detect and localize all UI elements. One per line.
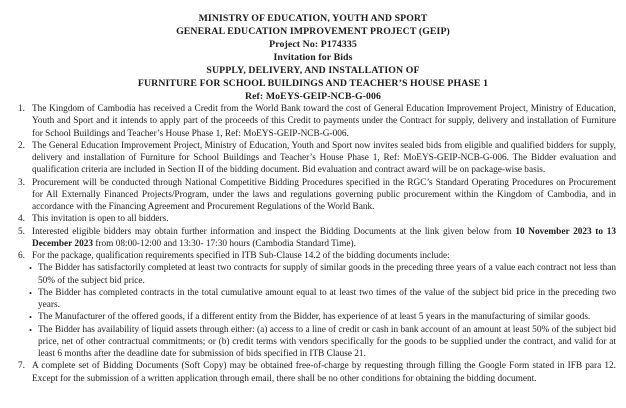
project-number: Project No: P174335 [269,39,357,50]
bullet-text: The Bidder has completed contracts in the total cumulative amount equal to at least two times of the value of the subject bid price in the preceding two years. [38,287,616,310]
list-item-6 [11,250,616,262]
reference-number: Ref: MoEYS-GEIP-NCB-G-006 [244,91,382,102]
project-title: GENERAL EDUCATION IMPROVEMENT PROJECT (GEIP) [176,26,450,37]
bullet-marker: • [29,263,32,274]
item-text: The General Education Improvement Project, Ministry of Education, Youth and Sport now invites sealed bids from eligible and qualified bidders for supply, delivery and installation of Furniture for School Buildings and Teacher’s House Phase 1, Ref: MoEYS-GEIP-NCB-G-006. The Bidder evaluation and qualification criteria are included in Section II of the bidding document. Bid evaluation and contract award will be on package-wise basis. [32,140,616,176]
bullet-marker: • [29,312,32,323]
bullet-marker: • [29,324,32,335]
document-type-title: Invitation for Bids [273,52,353,63]
item-text: A complete set of Bidding Documents (Soft Copy) may be obtained free-of-charge by requesting through filling the Google Form stated in IFB para 12. Except for the submission of a written application through email, there shall be no other conditions for obtaining the bidding document. [32,361,616,384]
bullet-item-1 [29,262,616,287]
document-header [0,0,626,103]
item-text: The Kingdom of Cambodia has received a Credit from the World Bank toward the cost of General Education Improvement Project, Ministry of Education, Youth and Sport and it intends to apply part of the proceeds of this Credit to payments under the Contract for supply, delivery and installation of Furniture for School Buildings and Teacher’s House Phase 1, Ref: MoEYS-GEIP-NCB-G-006. [32,104,616,139]
item-number: 2. [18,140,25,151]
item-number: 5. [18,226,25,237]
subject-line-1: SUPPLY, DELIVERY, AND INSTALLATION OF [206,65,420,76]
bullet-text: The Bidder has satisfactorily completed at least two contracts for supply of similar goods in the preceding three years of a value each contract not less than 50% of the subject bid price. [38,263,616,286]
item-number: 3. [18,177,25,188]
item-text: Procurement will be conducted through National Competitive Bidding Procedures specified in the RGC’s Standard Operating Procedures on Procurement for All Externally Financed Projects/Program, under the laws and regulations governing public procurement within the Kingdom of Cambodia, and in accordance with the Financing Agreement and Procurement Regulations of the World Bank. [32,177,616,212]
bullet-item-2 [29,287,616,312]
item-text-segment: Interested eligible bidders may obtain further information and inspect the Bidding Documents at the link given below from [32,226,516,237]
item-text-segment: from 08:00-12:00 and 13:30- 17:30 hours (Cambodia Standard Time). [93,238,356,249]
bullet-item-3 [29,311,616,323]
bold-date-range: 10 November 2023 to 13 December 2023 [32,226,616,249]
ministry-title: MINISTRY OF EDUCATION, YOUTH AND SPORT [198,13,428,24]
list-item-5 [11,226,616,251]
list-item-2 [11,140,616,177]
bullet-text: The Manufacturer of the offered goods, if a different entity from the Bidder, has experience of at least 5 years in the manufacturing of similar goods. [38,312,591,323]
item-text [32,226,616,251]
subject-line-2: FURNITURE FOR SCHOOL BUILDINGS AND TEACHER’S HOUSE PHASE 1 [137,78,489,89]
bullet-item-4 [29,324,616,361]
bullet-text: The Bidder has availability of liquid assets through either: (a) access to a line of credit or cash in bank account of an amount at least 50% of the subject bid price, net of other contractual commitments; or (b) credit terms with vendors specifically for the goods to be supplied under the contract, and valid for at least 6 months after the deadline date for submission of bids specified in ITB Clause 21. [38,324,616,359]
list-item-3 [11,177,616,214]
item-number: 4. [18,214,25,225]
bullet-marker: • [29,287,32,298]
item-number: 6. [18,251,25,261]
item-number: 7. [18,361,25,372]
list-item-4 [11,213,616,225]
list-item-7 [11,360,616,385]
item-number: 1. [18,104,25,114]
list-item-1 [11,103,616,140]
item-text: This invitation is open to all bidders. [32,214,169,225]
item-text: For the package, qualification requirements specified in ITB Sub-Clause 14.2 of the bidding documents include: [32,251,450,261]
numbered-list [0,103,626,385]
